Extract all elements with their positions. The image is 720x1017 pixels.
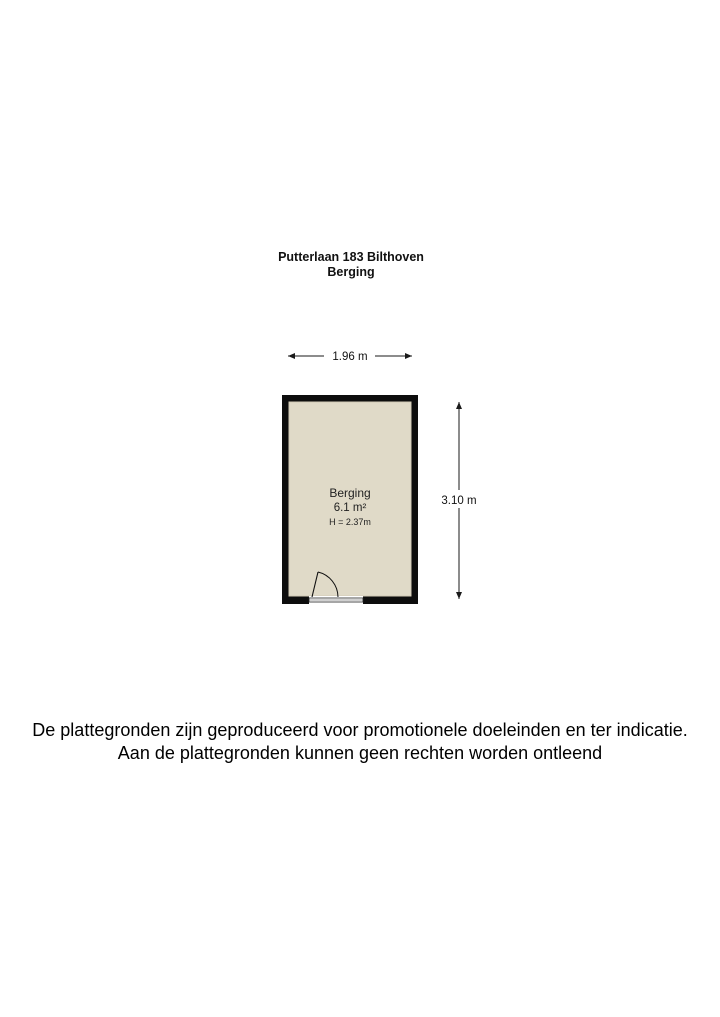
disclaimer-line-2: Aan de plattegronden kunnen geen rechten worden ontleend	[117, 743, 603, 763]
room-area: 6.1 m²	[333, 502, 367, 514]
room-name: Berging	[329, 486, 371, 500]
width-dimension	[288, 351, 412, 363]
height-dimension	[441, 402, 476, 599]
address-title: Putterlaan 183 Bilthoven	[278, 250, 424, 264]
room-berging	[282, 395, 418, 604]
disclaimer	[0, 719, 720, 765]
width-dimension-label: 1.96 m	[332, 351, 368, 363]
floor-title: Berging	[327, 265, 375, 279]
height-dimension-label: 3.10 m	[441, 495, 477, 507]
room-ceiling-height: H = 2.37m	[329, 517, 371, 527]
disclaimer-line-1: De plattegronden zijn geproduceerd voor promotionele doeleinden en ter indicatie.	[32, 720, 688, 740]
